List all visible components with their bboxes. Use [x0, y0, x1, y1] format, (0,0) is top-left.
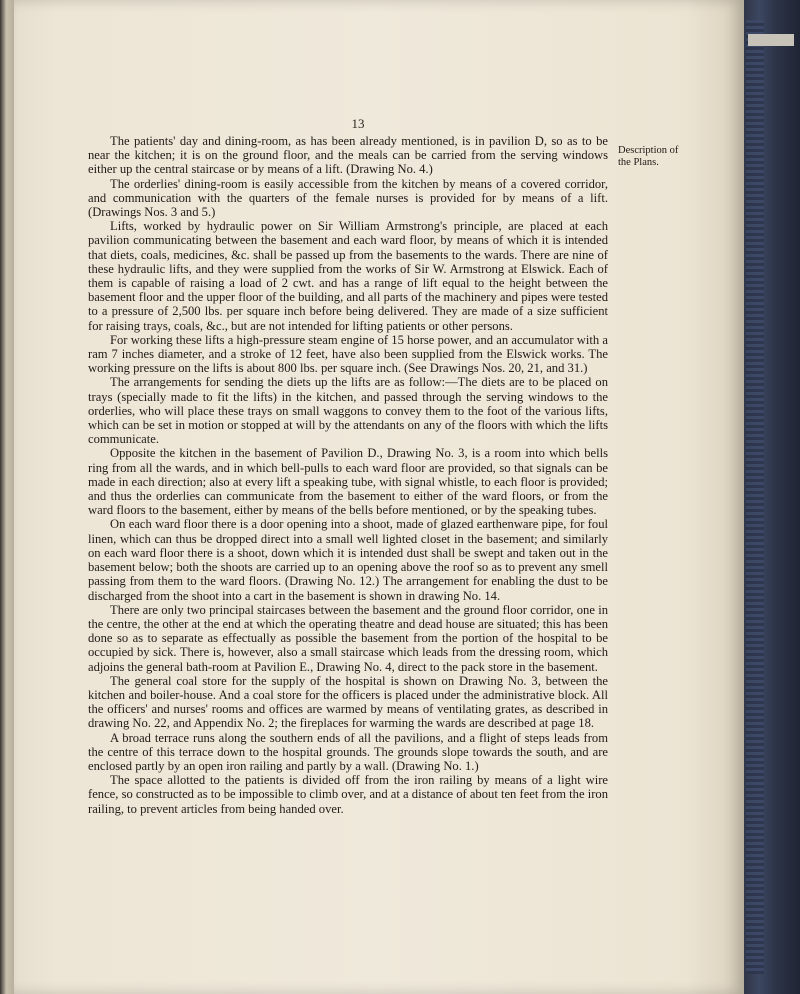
- paragraph: A broad terrace runs along the southern ends of all the pavilions, and a flight of steps leads from the centre of this terrace down to the hospital grounds. The grounds slope towards the south, and are enclosed partly by an open iron railing and partly by a wall. (Drawing No. 1.): [88, 730, 608, 773]
- paragraph: On each ward floor there is a door opening into a shoot, made of glazed earthenware pipe, for foul linen, which can thus be dropped direct into a small well lighted closet in the basement; and similarly on each ward floor there is a shoot, down which it is intended dust shall be swept and taken out in the basement below; both the shoots are carried up to an opening above the roof so as to prevent any smell passing from them to the ward floors. (Drawing No. 12.) The arrangement for enabling the dust to be discharged from the shoot into a cart in the basement is shown in drawing No. 14.: [88, 517, 608, 603]
- paragraph: The patients' day and dining-room, as has been already mentioned, is in pavilion D, so as to be near the kitchen; it is on the ground floor, and the meals can be carried from the serving windows either up the central staircase or by means of a lift. (Drawing No. 4.): [88, 134, 608, 177]
- paragraph: For working these lifts a high-pressure steam engine of 15 horse power, and an accumulator with a ram 7 inches diameter, and a stroke of 12 feet, have also been supplied from the Elswick works. The working pressure on the lifts is about 800 lbs. per square inch. (See Drawings Nos. 20, 21, and 31.): [88, 332, 608, 376]
- book-binding: [742, 0, 800, 994]
- paragraph: The general coal store for the supply of the hospital is shown on Drawing No. 3, between the kitchen and boiler-house. And a coal store for the officers is placed under the administrative block. All the officers' and nurses' rooms and offices are warmed by means of ventilating grates, as described in drawing No. 22, and Appendix No. 2; the fireplaces for warming the wards are described at page 18.: [88, 673, 608, 731]
- paragraph: The space allotted to the patients is divided off from the iron railing by means of a light wire fence, so constructed as to be impossible to climb over, and at a distance of about ten feet from the iron railing, to prevent articles from being handed over.: [88, 773, 608, 816]
- paragraph: The arrangements for sending the diets up the lifts are as follow:—The diets are to be placed on trays (specially made to fit the lifts) in the kitchen, and passed through the serving windows to the orderlies, who will place these trays on small waggons to convey them to the foot of the various lifts, which can be set in motion or stopped at will by the attendants on any of the floors with which the lifts communicate.: [88, 375, 608, 447]
- left-page-edge: [0, 0, 14, 994]
- margin-note: Description of the Plans.: [618, 145, 679, 168]
- binding-label-strip: [748, 34, 794, 46]
- paragraph: The orderlies' dining-room is easily accessible from the kitchen by means of a covered corridor, and communication with the quarters of the female nurses is provided for by means of a lift. (Drawings Nos. 3 and 5.): [88, 176, 608, 220]
- binding-cloth-texture: [746, 20, 764, 974]
- paragraph: Lifts, worked by hydraulic power on Sir William Armstrong's principle, are placed at each pavilion communicating between the basement and each ward floor, by means of which it is intended that diets, coals, medicines, &c. shall be passed up from the basements to the wards. There are nine of these hydraulic lifts, and they were supplied from the works of Sir W. Armstrong at Elswick. Each of them is capable of raising a load of 2 cwt. and has a range of lift equal to the height between the basement floor and the upper floor of the building, and all parts of the machinery and pipes were tested to a pressure of 2,500 lbs. per square inch before being delivered. They are made of a size sufficient for raising trays, coals, &c., but are not intended for lifting patients or other persons.: [88, 219, 608, 333]
- paragraph: There are only two principal staircases between the basement and the ground floor corridor, one in the centre, the other at the end at which the operating theatre and dead house are situated; this has been done so as to separate as effectually as possible the basement from the portion of the hospital to be occupied by sick. There is, however, also a small staircase which leads from the dressing room, which adjoins the general bath-room at Pavilion E., Drawing No. 4, direct to the pack store in the basement.: [88, 602, 608, 674]
- page-number: 13: [351, 116, 365, 131]
- body-text: [88, 134, 608, 816]
- paragraph: Opposite the kitchen in the basement of Pavilion D., Drawing No. 3, is a room into which bells ring from all the wards, and in which bell-pulls to each ward floor are provided, so that signals can be made in each direction; also at every lift a speaking tube, with signal whistle, to each floor is provided; and thus the orderlies can communicate from the basement to either of the ward floors, or from the ward floors to the basement, either by means of the bells before mentioned, or by the speaking tubes.: [88, 446, 608, 518]
- document-page: [14, 0, 744, 994]
